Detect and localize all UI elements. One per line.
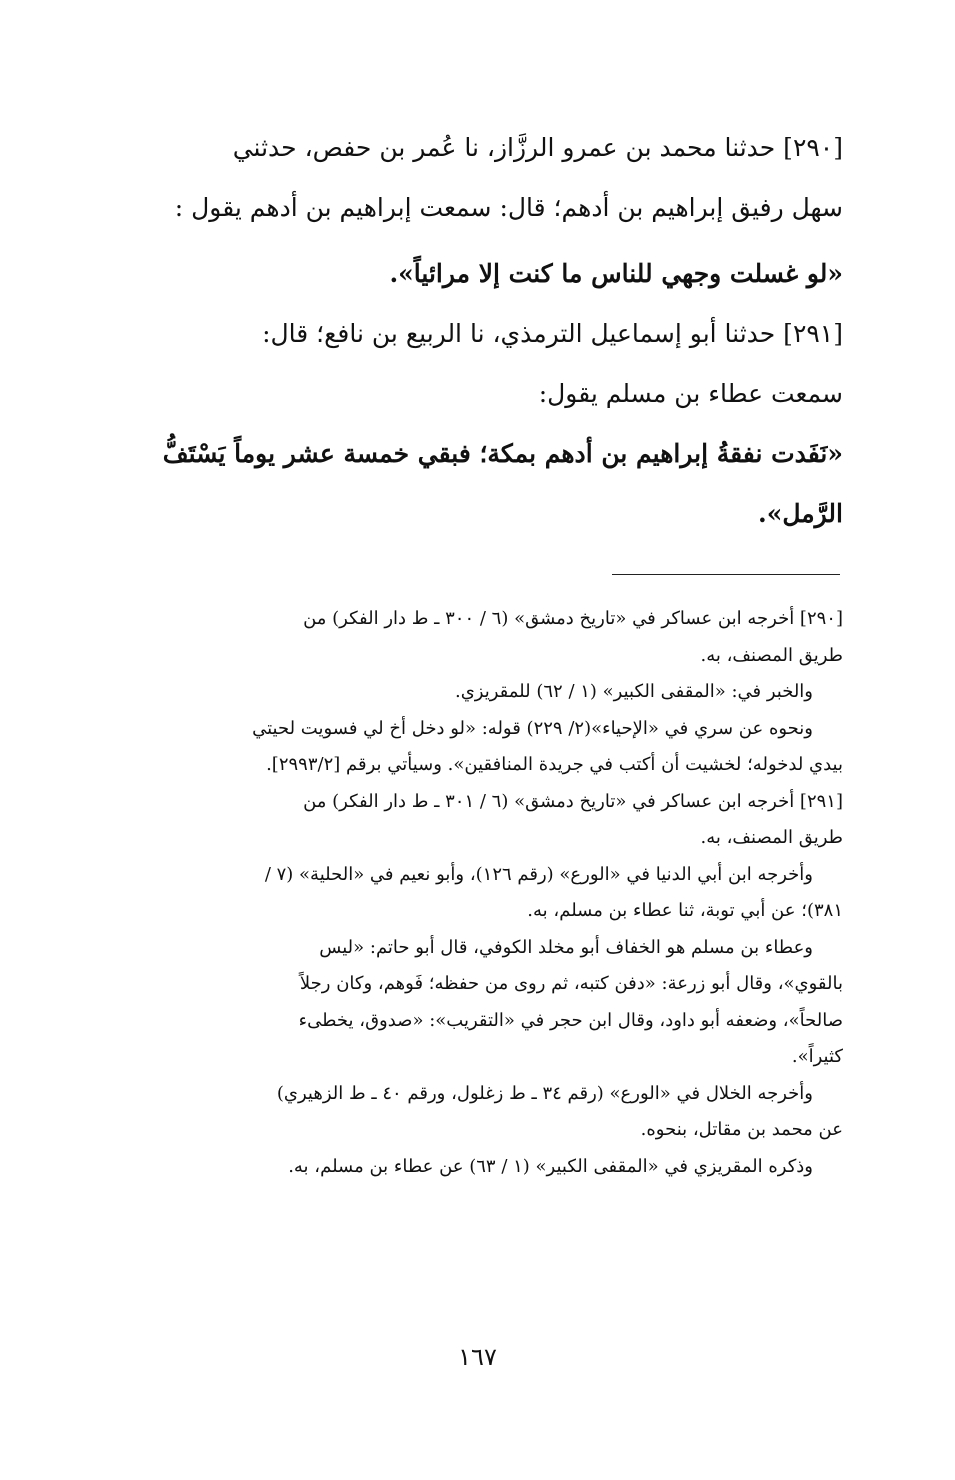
- main-line-291-start: [٢٩١] حدثنا أبو إسماعيل الترمذي، نا الربيع بن نافع؛ قال:: [262, 319, 843, 348]
- footnote-290-line: [٢٩٠] أخرجه ابن عساكر في «تاريخ دمشق» (٦ / ٣٠٠ ـ ط دار الفكر) من: [303, 608, 843, 629]
- footnotes: [112, 601, 843, 1185]
- main-quote-291-end: الرَّمل».: [757, 499, 843, 528]
- footnote-291-line: صالحاً»، وضعفه أبو داود، وقال ابن حجر في «التقريب»: «صدوق، يخطىء: [298, 1009, 843, 1031]
- footnote-291-line: وأخرجه ابن أبي الدنيا في «الورع» (رقم ١٢٦)، وأبو نعيم في «الحلية» (٧ /: [264, 863, 813, 885]
- main-quote-291: «نَفَدت نفقةُ إبراهيم بن أدهم بمكة؛ فبقي خمسة عشر يوماً يَسْتَفُّ: [162, 439, 843, 468]
- footnote-291-line: وذكره المقريزي في «المقفى الكبير» (١ / ٦٣) عن عطاء بن مسلم، به.: [288, 1155, 813, 1177]
- footnote-290-line: بيدي لدخوله؛ لخشيت أن أكتب في جريدة المنافقين». وسيأتي برقم [٢٩٩٣/٢].: [266, 754, 843, 775]
- footnote-291-line: كثيراً».: [791, 1046, 843, 1067]
- footnote-291-line: عن محمد بن مقاتل، بنحوه.: [640, 1119, 843, 1140]
- main-text: [112, 118, 843, 544]
- main-line-290-start: [٢٩٠] حدثنا محمد بن عمرو الرزَّاز، نا عُمر بن حفص، حدثني: [232, 133, 843, 162]
- footnote-290-line: والخبر في: «المقفى الكبير» (١ / ٦٢) للمقريزي.: [454, 681, 813, 702]
- main-line-290-cont: سهل رفيق إبراهيم بن أدهم؛ قال: سمعت إبراهيم بن أدهم يقول :: [174, 193, 843, 222]
- footnote-291-line: ٣٨١)؛ عن أبي توبة، ثنا عطاء بن مسلم، به.: [527, 900, 843, 921]
- main-line-291-cont: سمعت عطاء بن مسلم يقول:: [538, 379, 843, 408]
- footnote-290-line: طريق المصنف، به.: [700, 644, 843, 666]
- footnote-291-line: [٢٩١] أخرجه ابن عساكر في «تاريخ دمشق» (٦ / ٣٠١ ـ ط دار الفكر) من: [303, 790, 843, 812]
- page-number: ١٦٧: [458, 1343, 497, 1371]
- footnote-291-line: وعطاء بن مسلم هو الخفاف أبو مخلد الكوفي، قال أبو حاتم: «ليس: [319, 936, 813, 958]
- main-quote-290: «لو غسلت وجهي للناس ما كنت إلا مرائياً».: [389, 259, 843, 288]
- footnote-291-line: وأخرجه الخلال في «الورع» (رقم ٣٤ ـ ط زغلول، ورقم ٤٠ ـ ط الزهيري): [276, 1082, 813, 1104]
- footnote-291-line: بالقوي»، وقال أبو زرعة: «دفن كتبه، ثم روى من حفظه؛ فَوهم، وكان رجلاً: [299, 973, 843, 994]
- footnote-290-line: ونحوه عن سري في «الإحياء»(٢/ ٢٢٩) قوله: «لو دخل أخ لي فسويت لحيتي: [252, 717, 813, 739]
- footnote-291-line: طريق المصنف، به.: [700, 827, 843, 848]
- footnote-separator: [612, 574, 840, 575]
